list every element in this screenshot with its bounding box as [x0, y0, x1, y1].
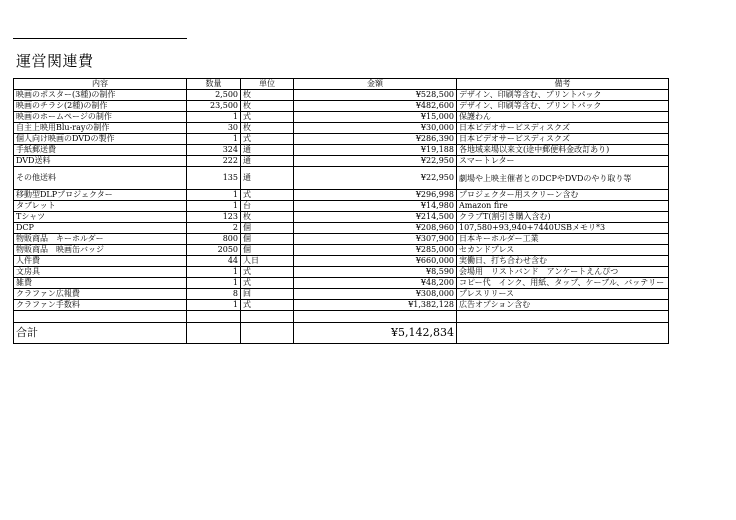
row-item: 映画のポスター(3種)の制作 — [14, 90, 187, 101]
row-qty: 8 — [187, 289, 241, 300]
row-item: DVD送料 — [14, 156, 187, 167]
row-item: 物販商品 映画缶バッジ — [14, 245, 187, 256]
row-unit: 式 — [241, 112, 294, 123]
row-amount: ¥286,390 — [294, 134, 457, 145]
row-item: クラファン広報費 — [14, 289, 187, 300]
row-amount: ¥660,000 — [294, 256, 457, 267]
row-note: 劇場や上映主催者とのDCPやDVDのやり取り等 — [457, 167, 669, 190]
total-amount: ¥5,142,834 — [294, 323, 457, 344]
row-item: 人件費 — [14, 256, 187, 267]
table-row — [14, 134, 669, 145]
row-note: 保護わん — [457, 112, 669, 123]
row-item: 物販商品 キーホルダー — [14, 234, 187, 245]
header-item: 内容 — [14, 79, 187, 90]
header-qty: 数量 — [187, 79, 241, 90]
row-item: その他送料 — [14, 167, 187, 190]
row-qty: 30 — [187, 123, 241, 134]
row-note: 実働日、打ち合わせ含む — [457, 256, 669, 267]
row-amount: ¥8,590 — [294, 267, 457, 278]
row-amount: ¥22,950 — [294, 156, 457, 167]
row-note: コピー代 インク、用紙、タップ、ケーブル、バッテリー — [457, 278, 669, 289]
row-unit: 式 — [241, 134, 294, 145]
row-amount: ¥1,382,128 — [294, 300, 457, 311]
row-qty: 1 — [187, 278, 241, 289]
header-note: 備考 — [457, 79, 669, 90]
table-row — [14, 300, 669, 311]
row-unit: 個 — [241, 234, 294, 245]
table-row — [14, 223, 669, 234]
row-unit: 枚 — [241, 212, 294, 223]
row-unit: 人日 — [241, 256, 294, 267]
row-note: デザイン、印刷等含む、プリントパック — [457, 90, 669, 101]
row-note: デザイン、印刷等含む、プリントパック — [457, 101, 669, 112]
row-qty: 1 — [187, 201, 241, 212]
row-amount: ¥15,000 — [294, 112, 457, 123]
row-item: タブレット — [14, 201, 187, 212]
row-item: 個人向け映画のDVDの製作 — [14, 134, 187, 145]
row-unit: 枚 — [241, 90, 294, 101]
row-qty: 222 — [187, 156, 241, 167]
table-row — [14, 289, 669, 300]
row-unit: 式 — [241, 278, 294, 289]
table-row — [14, 201, 669, 212]
row-note: クラブT(割引き購入含む) — [457, 212, 669, 223]
total-row — [14, 323, 669, 344]
table-row — [14, 90, 669, 101]
table-row — [14, 167, 669, 190]
table-row — [14, 212, 669, 223]
row-qty: 123 — [187, 212, 241, 223]
table-row — [14, 278, 669, 289]
header-row — [14, 79, 669, 90]
row-item: DCP — [14, 223, 187, 234]
row-amount: ¥296,998 — [294, 190, 457, 201]
row-unit: 式 — [241, 190, 294, 201]
row-note: 広告オプション含む — [457, 300, 669, 311]
row-unit: 式 — [241, 267, 294, 278]
row-item: 映画のホームページの制作 — [14, 112, 187, 123]
row-unit: 台 — [241, 201, 294, 212]
header-amount: 金額 — [294, 79, 457, 90]
row-unit: 枚 — [241, 101, 294, 112]
table-row — [14, 145, 669, 156]
row-item: 移動型DLPプロジェクター — [14, 190, 187, 201]
row-note: Amazon fire — [457, 201, 669, 212]
row-amount: ¥14,980 — [294, 201, 457, 212]
row-amount: ¥22,950 — [294, 167, 457, 190]
row-item: 手紙郵送費 — [14, 145, 187, 156]
row-qty: 1 — [187, 190, 241, 201]
row-amount: ¥208,960 — [294, 223, 457, 234]
table-row — [14, 245, 669, 256]
row-note: 会場用 リストバンド アンケートえんぴつ — [457, 267, 669, 278]
row-unit: 回 — [241, 289, 294, 300]
row-item: Tシャツ — [14, 212, 187, 223]
row-note: プロジェクター用スクリーン含む — [457, 190, 669, 201]
row-unit: 式 — [241, 300, 294, 311]
row-amount: ¥482,600 — [294, 101, 457, 112]
row-amount: ¥528,500 — [294, 90, 457, 101]
row-qty: 1 — [187, 300, 241, 311]
table-row — [14, 123, 669, 134]
blank-row — [14, 311, 669, 323]
table-row — [14, 101, 669, 112]
row-unit: 個 — [241, 245, 294, 256]
row-note: プレスリリース — [457, 289, 669, 300]
row-qty: 800 — [187, 234, 241, 245]
row-item: クラファン手数料 — [14, 300, 187, 311]
row-unit: 通 — [241, 156, 294, 167]
row-amount: ¥307,900 — [294, 234, 457, 245]
row-qty: 135 — [187, 167, 241, 190]
row-note: 日本キーホルダー工業 — [457, 234, 669, 245]
row-qty: 23,500 — [187, 101, 241, 112]
row-amount: ¥285,000 — [294, 245, 457, 256]
row-item: 文房具 — [14, 267, 187, 278]
row-amount: ¥19,188 — [294, 145, 457, 156]
total-label: 合計 — [14, 323, 187, 344]
table-row — [14, 190, 669, 201]
table-row — [14, 256, 669, 267]
row-note: 各地域来場以来文(途中郵便料金改訂あり) — [457, 145, 669, 156]
row-amount: ¥214,500 — [294, 212, 457, 223]
row-qty: 1 — [187, 134, 241, 145]
row-amount: ¥30,000 — [294, 123, 457, 134]
row-note: セカンドプレス — [457, 245, 669, 256]
table-row — [14, 156, 669, 167]
table-row — [14, 112, 669, 123]
row-item: 映画のチラシ(2種)の制作 — [14, 101, 187, 112]
row-item: 自主上映用Blu-rayの制作 — [14, 123, 187, 134]
row-qty: 324 — [187, 145, 241, 156]
row-amount: ¥48,200 — [294, 278, 457, 289]
row-qty: 1 — [187, 267, 241, 278]
header-unit: 単位 — [241, 79, 294, 90]
row-item: 雑費 — [14, 278, 187, 289]
row-qty: 2050 — [187, 245, 241, 256]
row-unit: 枚 — [241, 123, 294, 134]
expense-table — [13, 78, 669, 344]
row-unit: 個 — [241, 223, 294, 234]
row-amount: ¥308,000 — [294, 289, 457, 300]
page-title: 運営関連費 — [16, 52, 94, 70]
table-row — [14, 234, 669, 245]
row-qty: 2,500 — [187, 90, 241, 101]
row-qty: 2 — [187, 223, 241, 234]
row-note: 日本ビデオサービスディスクズ — [457, 134, 669, 145]
title-rule — [13, 38, 187, 39]
row-qty: 1 — [187, 112, 241, 123]
row-note: スマートレター — [457, 156, 669, 167]
row-qty: 44 — [187, 256, 241, 267]
table-row — [14, 267, 669, 278]
row-note: 日本ビデオサービスディスクズ — [457, 123, 669, 134]
row-unit: 通 — [241, 145, 294, 156]
row-unit: 通 — [241, 167, 294, 190]
row-note: 107,580+93,940+7440USBメモリ*3 — [457, 223, 669, 234]
table-body — [14, 90, 669, 311]
